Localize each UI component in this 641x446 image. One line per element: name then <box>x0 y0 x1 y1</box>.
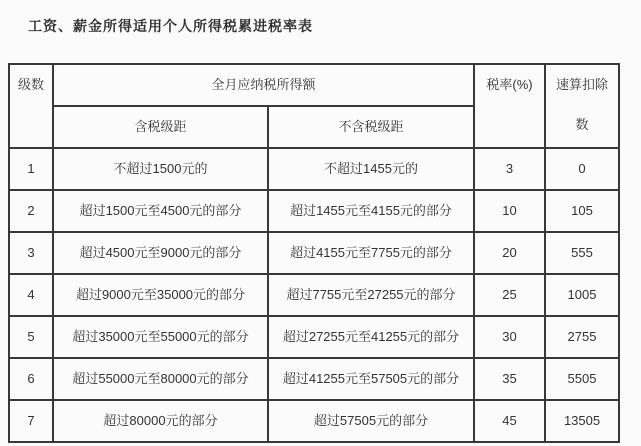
cell-quick-deduction: 1005 <box>545 274 619 316</box>
header-tax-exclusive-bracket: 不含税级距 <box>268 106 474 148</box>
cell-tax-rate: 20 <box>474 232 545 274</box>
cell-level: 3 <box>9 232 53 274</box>
cell-tax-exclusive-bracket: 超过27255元至41255元的部分 <box>268 316 474 358</box>
table-row <box>9 232 619 274</box>
cell-quick-deduction: 5505 <box>545 358 619 400</box>
header-tax-rate: 税率(%) <box>474 64 545 148</box>
cell-tax-inclusive-bracket: 超过1500元至4500元的部分 <box>53 190 268 232</box>
table-row <box>9 148 619 190</box>
cell-quick-deduction: 2755 <box>545 316 619 358</box>
cell-tax-exclusive-bracket: 不超过1455元的 <box>268 148 474 190</box>
cell-level: 2 <box>9 190 53 232</box>
cell-quick-deduction: 13505 <box>545 400 619 442</box>
cell-tax-inclusive-bracket: 超过4500元至9000元的部分 <box>53 232 268 274</box>
cell-tax-rate: 10 <box>474 190 545 232</box>
cell-tax-rate: 25 <box>474 274 545 316</box>
page-title: 工资、薪金所得适用个人所得税累进税率表 <box>28 18 313 34</box>
cell-tax-exclusive-bracket: 超过1455元至4155元的部分 <box>268 190 474 232</box>
cell-tax-inclusive-bracket: 不超过1500元的 <box>53 148 268 190</box>
cell-tax-rate: 35 <box>474 358 545 400</box>
cell-tax-inclusive-bracket: 超过9000元至35000元的部分 <box>53 274 268 316</box>
table-row <box>9 400 619 442</box>
table-row <box>9 274 619 316</box>
cell-quick-deduction: 105 <box>545 190 619 232</box>
cell-tax-exclusive-bracket: 超过57505元的部分 <box>268 400 474 442</box>
cell-tax-exclusive-bracket: 超过7755元至27255元的部分 <box>268 274 474 316</box>
cell-tax-inclusive-bracket: 超过35000元至55000元的部分 <box>53 316 268 358</box>
cell-level: 4 <box>9 274 53 316</box>
cell-tax-rate: 30 <box>474 316 545 358</box>
header-level: 级数 <box>9 64 53 148</box>
header-quick-deduction: 速算扣除数 <box>545 64 619 148</box>
cell-tax-inclusive-bracket: 超过80000元的部分 <box>53 400 268 442</box>
header-tax-inclusive-bracket: 含税级距 <box>53 106 268 148</box>
cell-quick-deduction: 0 <box>545 148 619 190</box>
cell-level: 7 <box>9 400 53 442</box>
cell-level: 6 <box>9 358 53 400</box>
table-row <box>9 358 619 400</box>
cell-level: 5 <box>9 316 53 358</box>
cell-level: 1 <box>9 148 53 190</box>
cell-tax-exclusive-bracket: 超过4155元至7755元的部分 <box>268 232 474 274</box>
tax-rate-table <box>8 63 620 443</box>
table-row <box>9 316 619 358</box>
cell-tax-rate: 3 <box>474 148 545 190</box>
header-taxable-income: 全月应纳税所得额 <box>53 64 474 106</box>
cell-tax-rate: 45 <box>474 400 545 442</box>
table-row <box>9 190 619 232</box>
cell-quick-deduction: 555 <box>545 232 619 274</box>
cell-tax-inclusive-bracket: 超过55000元至80000元的部分 <box>53 358 268 400</box>
table-header-row-1 <box>9 64 619 106</box>
cell-tax-exclusive-bracket: 超过41255元至57505元的部分 <box>268 358 474 400</box>
